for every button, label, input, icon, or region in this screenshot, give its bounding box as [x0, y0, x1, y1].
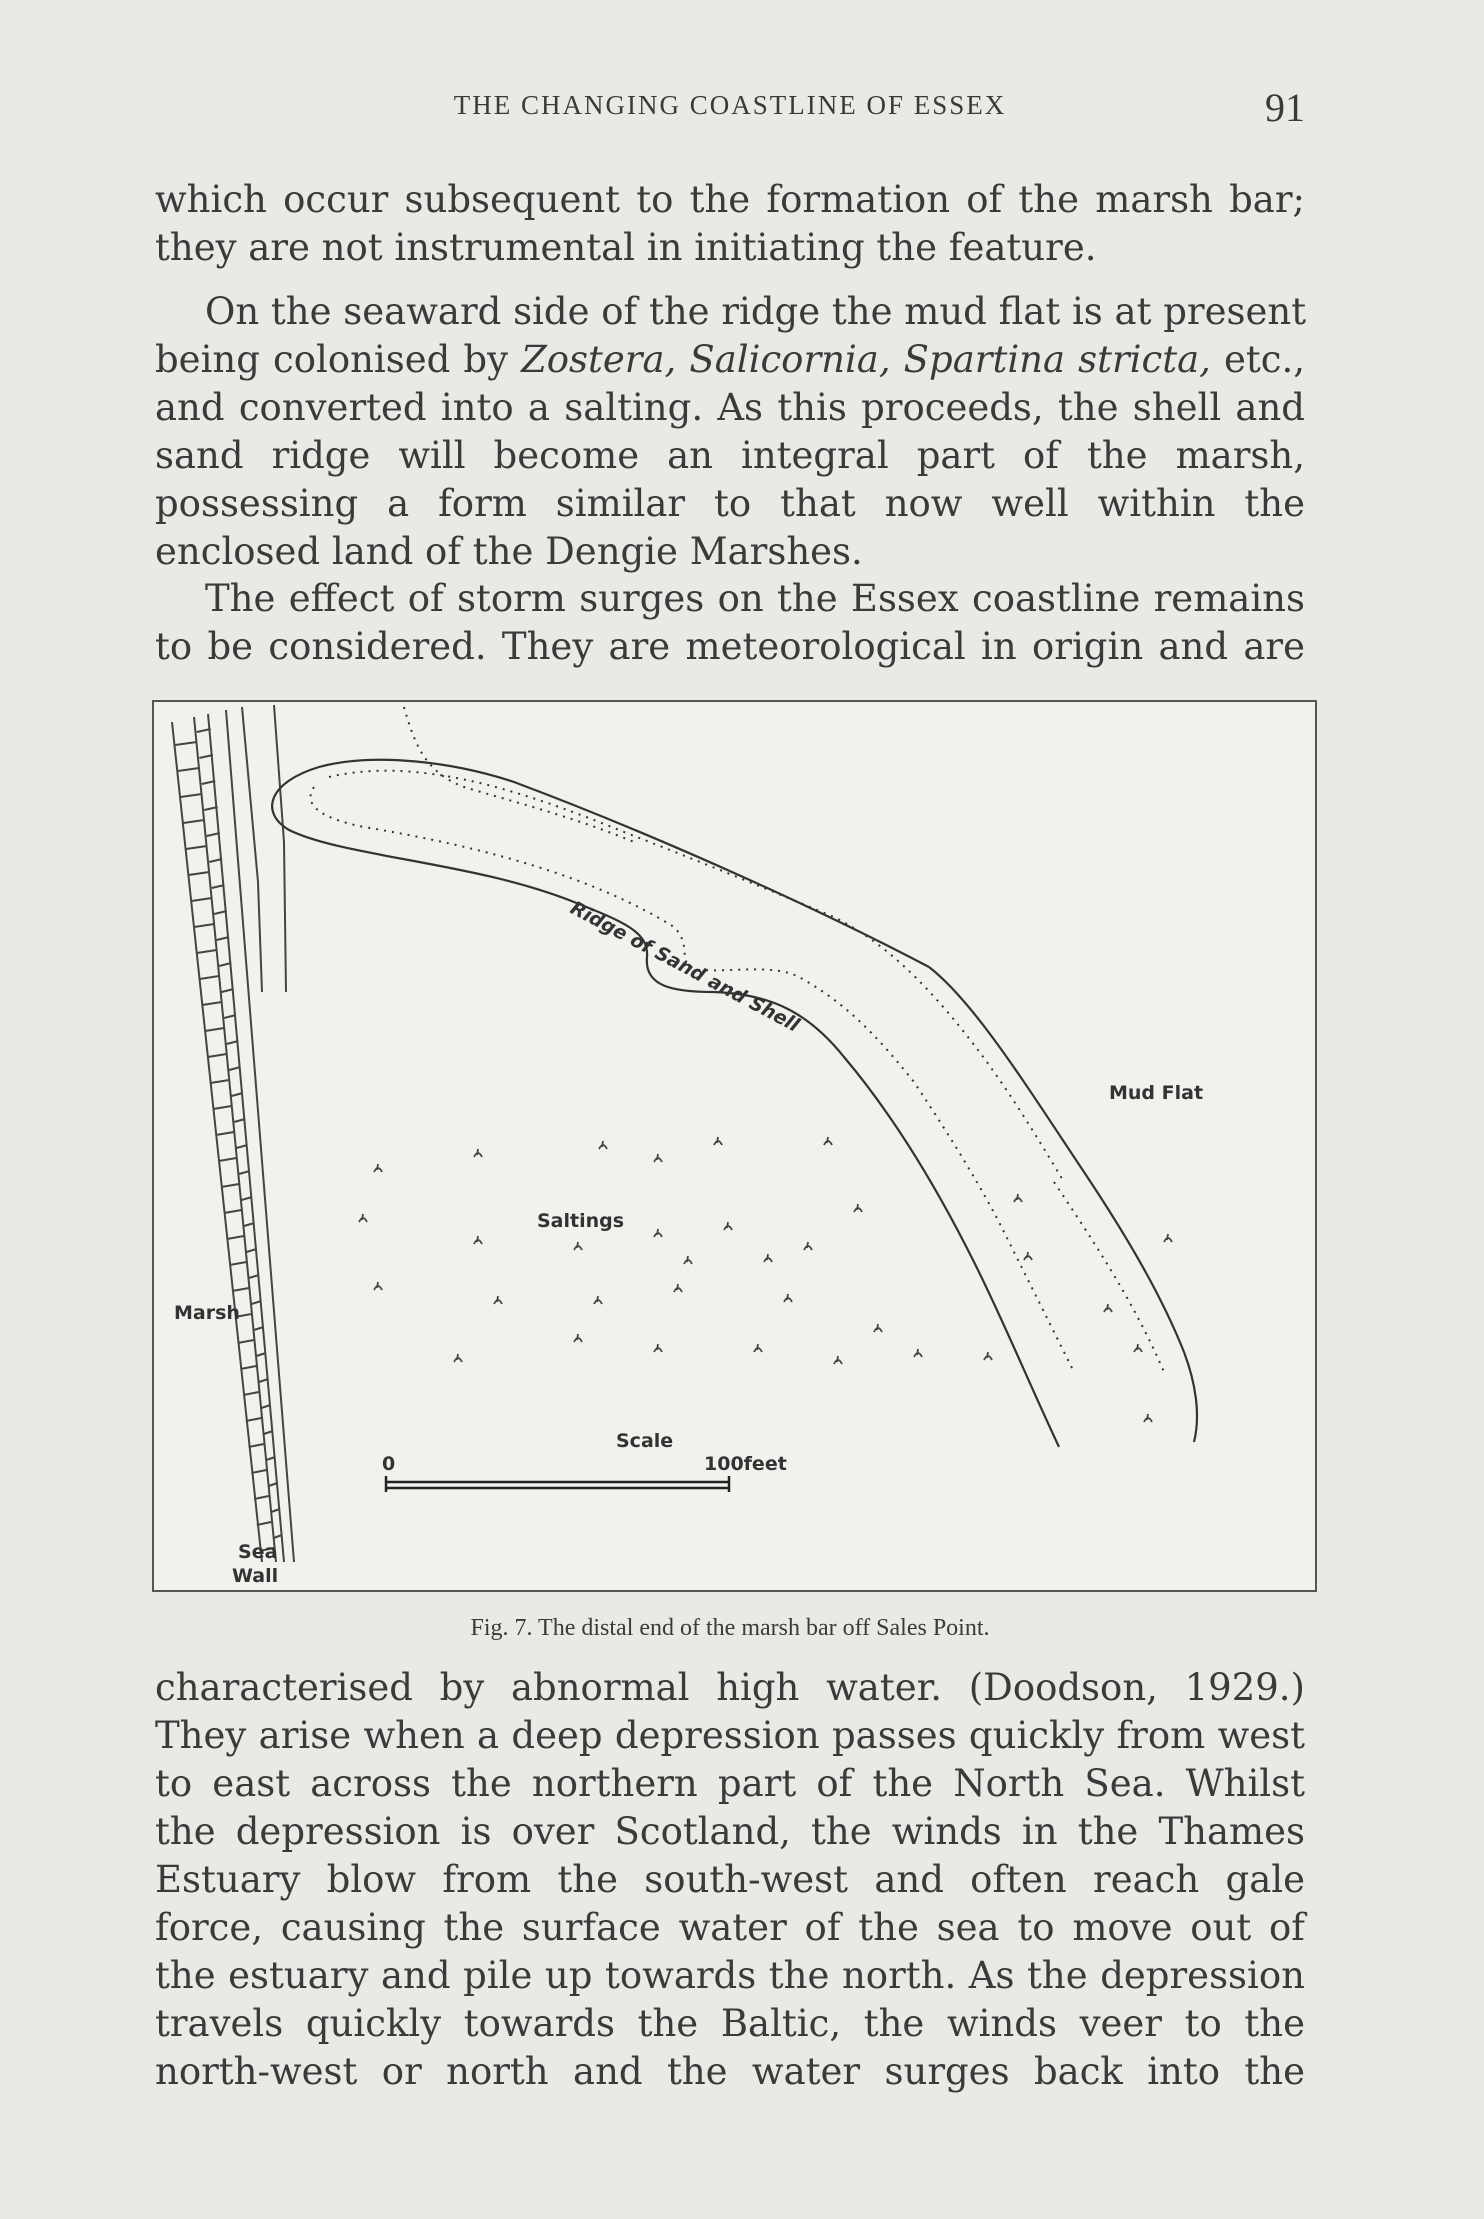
running-head [155, 84, 1305, 134]
text-line: characterised by abnormal high water. (Doodson, 1929.) [155, 1666, 1305, 1709]
text-line: north-west or north and the water surges back into the [155, 2050, 1305, 2093]
marsh-label: Marsh [174, 1302, 240, 1324]
salting-symbols [359, 1137, 1172, 1422]
text-line: Estuary blow from the south-west and often reach gale [155, 1858, 1305, 1901]
text-line: the depression is over Scotland, the winds in the Thames [155, 1810, 1305, 1853]
text-line: On the seaward side of the ridge the mud flat is at present [205, 290, 1307, 333]
wall-hatching [175, 729, 282, 1551]
text-line: they are not instrumental in initiating the feature. [155, 226, 1097, 269]
scale-label: Scale [616, 1430, 674, 1452]
scale-bar-graphic [386, 1476, 729, 1492]
text-run: etc., [1210, 338, 1305, 381]
paragraph-2 [155, 288, 1305, 576]
mud-flat-label: Mud Flat [1109, 1082, 1204, 1104]
sea-wall-drawing [172, 705, 294, 1562]
text-run: being colonised by [155, 338, 522, 381]
paragraph-1 [155, 176, 1305, 272]
ridge-outline [272, 760, 1197, 1447]
wall-label: Wall [232, 1565, 279, 1587]
text-line: possessing a form similar to that now well within the [155, 482, 1305, 525]
text-line: to be considered. They are meteorological in origin and are [155, 625, 1305, 668]
text-line: enclosed land of the Dengie Marshes. [155, 530, 863, 573]
scale-end-label: 100feet [704, 1453, 787, 1475]
ridge-label: Ridge of Sand and Shell [566, 896, 803, 1037]
text-line: the estuary and pile up towards the north. As the depression [155, 1954, 1305, 1997]
text-line [155, 336, 1305, 384]
species-names: Zostera, Salicornia, Spartina stricta, [521, 338, 1211, 381]
running-title: THE CHANGING COASTLINE OF ESSEX [453, 90, 1007, 120]
marsh-bar-map [154, 702, 1315, 1590]
text-line: The effect of storm surges on the Essex coastline remains [205, 577, 1305, 620]
text-line: sand ridge will become an integral part of the marsh, [155, 434, 1305, 477]
saltings-label: Saltings [537, 1210, 625, 1232]
text-line: They arise when a deep depression passes quickly from west [155, 1714, 1305, 1757]
ridge-dotted-edge [311, 707, 1164, 1372]
paragraph-4 [155, 1664, 1305, 2096]
text-line: travels quickly towards the Baltic, the winds veer to the [155, 2002, 1305, 2045]
scale-zero-label: 0 [382, 1453, 396, 1475]
text-line: force, causing the surface water of the sea to move out of [155, 1906, 1305, 1949]
page-number: 91 [1265, 85, 1305, 130]
figure-caption: Fig. 7. The distal end of the marsh bar off Sales Point. [470, 1615, 990, 1641]
text-line: and converted into a salting. As this proceeds, the shell and [155, 386, 1305, 429]
text-line: to east across the northern part of the North Sea. Whilst [155, 1762, 1305, 1805]
text-line: which occur subsequent to the formation of the marsh bar; [155, 178, 1305, 221]
sea-label: Sea [238, 1541, 278, 1563]
figure-map [152, 700, 1317, 1592]
paragraph-3 [155, 575, 1305, 671]
